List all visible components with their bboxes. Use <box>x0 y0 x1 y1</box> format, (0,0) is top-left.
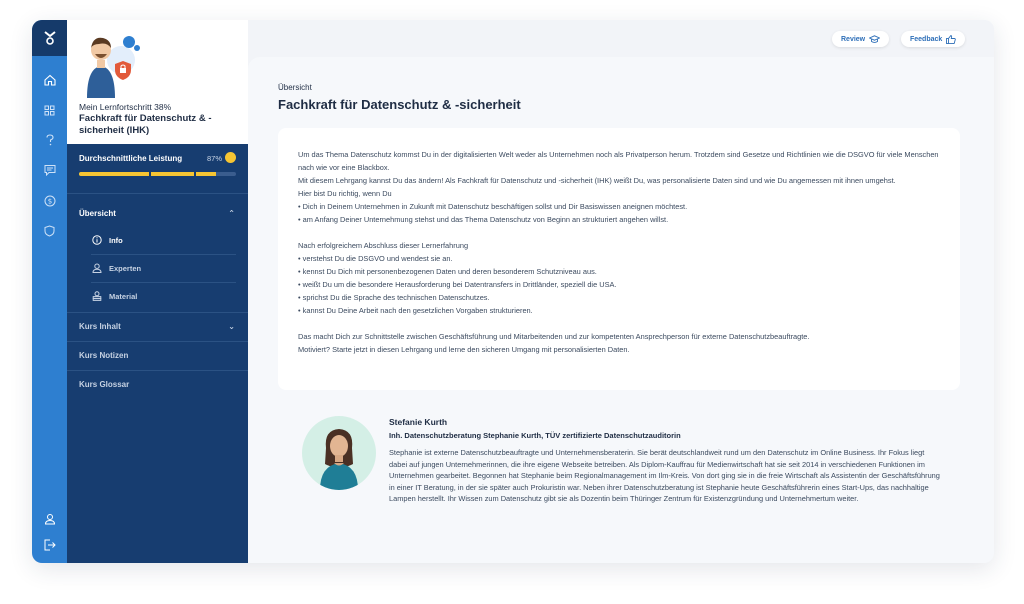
nav-sub-item-experten[interactable] <box>91 257 241 279</box>
author-section <box>302 412 952 532</box>
course-illustration <box>77 24 147 98</box>
grid-icon[interactable] <box>32 99 67 121</box>
app-window <box>32 20 994 563</box>
shield-icon[interactable] <box>32 220 67 242</box>
nav-section-kurs-inhalt[interactable] <box>79 322 239 331</box>
description-line: • verstehst Du die DSGVO und wendest sie an. <box>298 254 453 263</box>
nav-sub-item-label: Info <box>109 235 123 245</box>
nav-sub-item-label: Experten <box>109 263 142 273</box>
logo-icon[interactable] <box>32 20 67 56</box>
author-role: Inh. Datenschutzberatung Stephanie Kurth, TÜV zertifizierte Datenschutzauditorin <box>389 431 681 440</box>
description-line: • kennst Du Dich mit personenbezogenen Daten und deren besonderem Schutzniveau aus. <box>298 267 597 276</box>
description-line: Das macht Dich zur Schnittstelle zwischen Geschäftsführung und Mitarbeitenden und zur kompetenten Ansprechperson für externe Datenschutzbeauftragte. <box>298 332 810 341</box>
description-line: • Dich in Deinem Unternehmen in Zukunft mit Datenschutz beschäftigen sollst und Dir Basiswissen aneignen möchtest. <box>298 202 688 211</box>
course-nav <box>67 144 248 563</box>
author-portrait <box>302 416 376 490</box>
nav-section-label: Kurs Inhalt <box>79 322 121 331</box>
description-line: Nach erfolgreichem Abschluss dieser Lernerfahrung <box>298 241 469 250</box>
performance-value: 87% <box>206 154 222 163</box>
description-line: Hier bist Du richtig, wenn Du <box>298 189 392 198</box>
description-line: • kannst Du Deine Arbeit nach den gesetzlichen Vorgaben strukturieren. <box>298 306 533 315</box>
performance-label: Durchschnittliche Leistung <box>79 154 183 163</box>
author-bio: Stephanie ist externe Datenschutzbeauftragte und Unternehmensberaterin. Sie berät deutschlandweit rund um den Datenschutz im Online Business. Ihr Fokus liegt dabei auf jungen Unternehmerinnen, die ihre eigene Webseite betreiben. Als Diplom-Kauffrau für Medienwirtschaft hat sie seit 2014 in verschiedenen Funktionen im Unternehmen gearbeitet. Begonnen hat Stephanie beim Regionalmanagement im Ilm-Kreis. Von dort ging sie in die freie Wirtschaft als Assistentin der Geschäftsführung in einer IT Beratung, in der sie später auch Prokuristin war. Neben ihrer Datenschutzberatung ist Stephanie heute Geschäftsführerin eines Start-Ups, das nachhaltige Lampen herstellt. Ihr Wissen zum Datenschutz gibt sie als Dozentin beim Thüringer Zentrum für Existenzgründung und Unternehmertum weiter. <box>389 448 940 503</box>
user-stack-icon <box>91 290 103 302</box>
home-icon[interactable] <box>32 69 67 91</box>
nav-section-kurs-glossar[interactable] <box>79 380 239 389</box>
course-description-card <box>278 128 960 390</box>
chevron-up-icon[interactable]: ⌃ <box>228 209 235 218</box>
performance-bar <box>79 172 236 176</box>
course-panel <box>67 20 248 563</box>
nav-divider <box>67 341 248 342</box>
description-line: • sprichst Du die Sprache des technischen Datenschutzes. <box>298 293 490 302</box>
nav-section-overview[interactable] <box>79 209 239 218</box>
bar-divider <box>149 172 151 176</box>
author-avatar <box>302 416 376 490</box>
nav-section-label: Kurs Notizen <box>79 351 129 360</box>
bar-divider <box>194 172 196 176</box>
logout-icon[interactable] <box>32 534 67 556</box>
dollar-icon[interactable] <box>32 190 67 212</box>
user-icon <box>91 262 103 274</box>
nav-section-label: Kurs Glossar <box>79 380 130 389</box>
description-line <box>298 226 940 239</box>
top-bar <box>248 20 994 56</box>
thumbs-up-icon <box>946 35 956 44</box>
performance-meter <box>79 154 236 163</box>
feedback-button[interactable] <box>901 31 965 47</box>
info-icon <box>91 234 103 246</box>
graduation-cap-icon <box>869 35 880 44</box>
nav-divider <box>67 193 248 194</box>
description-line: Um das Thema Datenschutz kommst Du in der digitalisierten Welt weder als Unternehmen noch als Privatperson herum. Trotzdem sind Gesetze und Richtlinien wie die DSGVO für viele Menschen nach wie vor eine Blackbox. <box>298 150 939 172</box>
description-line: • weißt Du um die besondere Herausforderung bei Datentransfers in Drittländer, speziell die USA. <box>298 280 617 289</box>
description-line: Mit diesem Lehrgang kannst Du das ändern! Als Fachkraft für Datenschutz und -sicherheit (IHK) weißt Du, was personalisierte Daten sind und wie Du angemessen mit ihnen umgehst. <box>298 176 896 185</box>
description-line: Motiviert? Starte jetzt in diesen Lehrgang und lerne den sicheren Umgang mit personalisierten Daten. <box>298 345 630 354</box>
chevron-down-icon[interactable]: ⌄ <box>228 322 235 331</box>
main-area <box>248 20 994 563</box>
icon-rail <box>32 20 67 563</box>
review-button[interactable] <box>832 31 889 47</box>
review-label: Review <box>841 35 866 43</box>
author-name: Stefanie Kurth <box>389 417 448 427</box>
chat-icon[interactable] <box>32 159 67 181</box>
nav-sub-item-info[interactable] <box>91 229 241 251</box>
feedback-label: Feedback <box>910 35 943 43</box>
nav-sub-item-label: Material <box>109 291 138 301</box>
description-line <box>298 317 940 330</box>
nav-divider <box>67 312 248 313</box>
nav-divider <box>91 282 236 283</box>
breadcrumb: Übersicht <box>278 83 312 92</box>
course-title: Fachkraft für Datenschutz & -sicherheit (IHK) <box>79 113 212 136</box>
help-icon[interactable] <box>32 129 67 151</box>
svg-text:$: $ <box>47 197 52 206</box>
content-area <box>248 57 994 563</box>
nav-divider <box>91 254 236 255</box>
page-title: Fachkraft für Datenschutz & -sicherheit <box>278 97 521 112</box>
nav-divider <box>67 370 248 371</box>
nav-section-kurs-notizen[interactable] <box>79 351 239 360</box>
nav-section-label: Übersicht <box>79 209 116 218</box>
progress-label: Mein Lernfortschritt 38% <box>79 102 172 112</box>
nav-sub-item-material[interactable] <box>91 285 241 307</box>
description-line: • am Anfang Deiner Unternehmung stehst und das Thema Datenschutz von Beginn an strukturiert angehen willst. <box>298 215 669 224</box>
profile-icon[interactable] <box>32 508 67 530</box>
performance-badge-icon <box>225 152 236 163</box>
course-hero <box>67 20 248 138</box>
